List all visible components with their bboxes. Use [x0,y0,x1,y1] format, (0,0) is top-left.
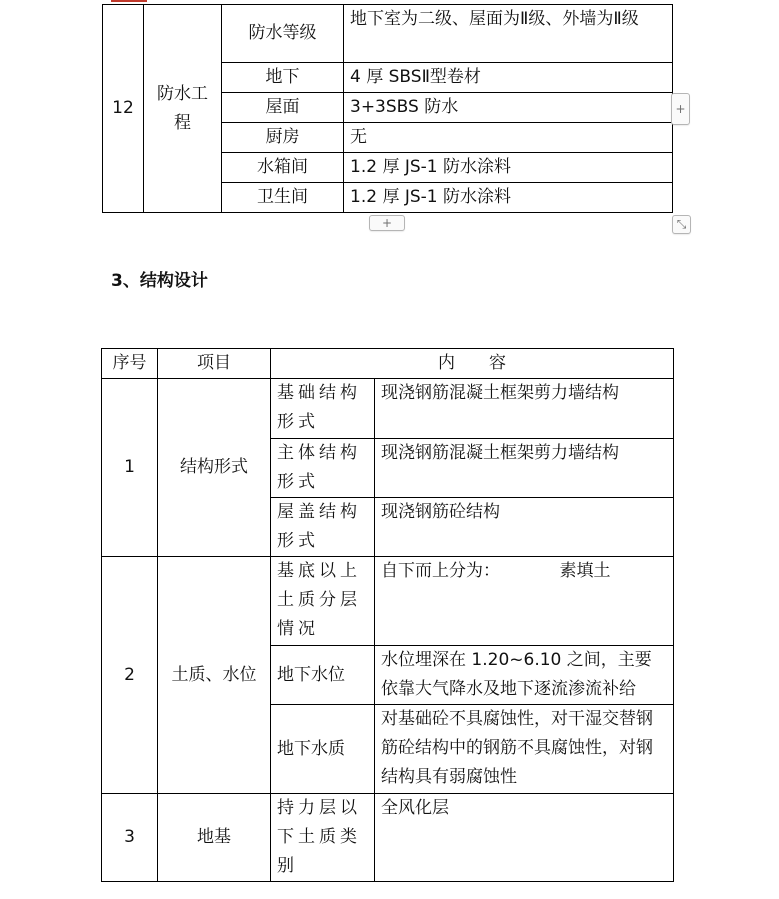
section-heading: 3、结构设计 [111,271,208,291]
waterproof-table [102,4,673,213]
add-row-button[interactable]: + [369,215,405,231]
content-cell: 现浇钢筋混凝土框架剪力墙结构 [375,439,674,498]
structure-table [101,348,674,882]
sub-item-cell: 地下水质 [271,705,375,794]
category-cell: 防水工程 [144,5,222,213]
content-cell: 地下室为二级、屋面为Ⅱ级、外墙为Ⅱ级 [344,5,673,63]
content-cell: 4 厚 SBSⅡ型卷材 [344,63,673,93]
header-content: 内 容 [271,349,674,379]
content-cell: 水位埋深在 1.20~6.10 之间，主要依靠大气降水及地下逐流渗流补给 [375,646,674,705]
item-cell: 防水等级 [222,5,344,63]
content-cell: 现浇钢筋砼结构 [375,498,674,557]
group-number: 3 [102,794,158,882]
content-cell: 无 [344,123,673,153]
group-item: 地基 [158,794,271,882]
group-item: 结构形式 [158,379,271,557]
add-column-button[interactable]: + [671,93,690,125]
content-cell: 自下而上分为： 素填土 [375,557,674,646]
sub-item-cell: 地下水位 [271,646,375,705]
red-edge-mark [111,0,147,2]
sub-item-cell: 基础结构形式 [271,379,375,439]
group-number: 2 [102,557,158,794]
content-cell: 对基础砼不具腐蚀性，对干湿交替钢筋砼结构中的钢筋不具腐蚀性，对钢结构具有弱腐蚀性 [375,705,674,794]
item-cell: 地下 [222,63,344,93]
content-cell: 3+3SBS 防水 [344,93,673,123]
sub-item-cell: 主体结构形式 [271,439,375,498]
item-cell: 卫生间 [222,183,344,213]
sub-item-cell: 基底以上土质分层情况 [271,557,375,646]
sub-item-cell: 屋盖结构形式 [271,498,375,557]
group-number: 1 [102,379,158,557]
group-item: 土质、水位 [158,557,271,794]
header-item: 项目 [158,349,271,379]
item-cell: 屋面 [222,93,344,123]
content-cell: 1.2 厚 JS-1 防水涂料 [344,153,673,183]
resize-handle-icon[interactable]: ⤡ [672,215,691,234]
row-number: 12 [103,5,144,213]
content-cell: 现浇钢筋混凝土框架剪力墙结构 [375,379,674,439]
item-cell: 水箱间 [222,153,344,183]
sub-item-cell: 持力层以下土质类别 [271,794,375,882]
header-no: 序号 [102,349,158,379]
content-cell: 1.2 厚 JS-1 防水涂料 [344,183,673,213]
item-cell: 厨房 [222,123,344,153]
content-cell: 全风化层 [375,794,674,882]
